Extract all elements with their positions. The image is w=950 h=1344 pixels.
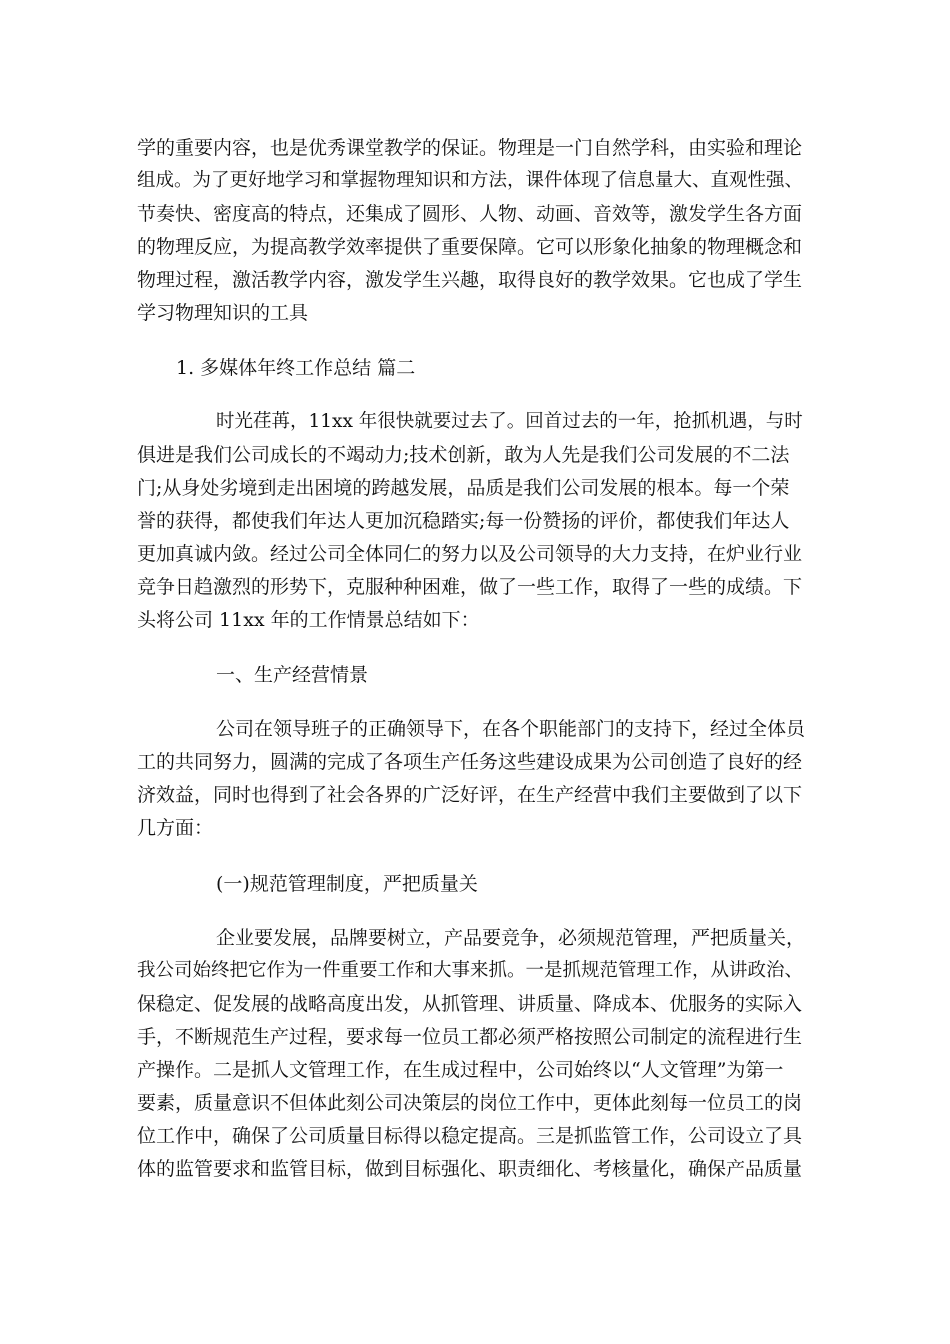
paragraph-line: 保稳定、促发展的战略高度出发，从抓管理、讲质量、降成本、优服务的实际入 xyxy=(137,993,803,1015)
paragraph-line: 竞争日趋激烈的形势下，克服种种困难，做了一些工作，取得了一些的成绩。下 xyxy=(137,576,803,598)
paragraph-line: 位工作中，确保了公司质量目标得以稳定提高。三是抓监管工作，公司设立了具 xyxy=(137,1125,803,1147)
paragraph-line: 体的监管要求和监管目标，做到目标强化、职责细化、考核量化，确保产品质量 xyxy=(137,1158,803,1180)
intro-line: 的物理反应，为提高教学效率提供了重要保障。它可以形象化抽象的物理概念和 xyxy=(137,236,803,258)
paragraph-line: 几方面： xyxy=(137,817,214,839)
paragraph-line: 要素，质量意识不但体此刻公司决策层的岗位工作中，更体此刻每一位员工的岗 xyxy=(137,1092,803,1114)
section-heading: 1. 多媒体年终工作总结 篇二 xyxy=(176,357,416,379)
intro-line: 学的重要内容，也是优秀课堂教学的保证。物理是一门自然学科，由实验和理论 xyxy=(137,137,803,159)
intro-line: 组成。为了更好地学习和掌握物理知识和方法，课件体现了信息量大、直观性强、 xyxy=(137,170,804,191)
paragraph-line: 更加真诚内敛。经过公司全体同仁的努力以及公司领导的大力支持，在炉业行业 xyxy=(137,543,803,565)
paragraph-line: 门;从身处劣境到走出困境的跨越发展，品质是我们公司发展的根本。每一个荣 xyxy=(137,477,790,499)
subheading-production: 一、生产经营情景 xyxy=(216,664,369,686)
paragraph-line: 我公司始终把它作为一件重要工作和大事来抓。一是抓规范管理工作，从讲政治、 xyxy=(137,960,804,981)
subheading-management: (一)规范管理制度，严把质量关 xyxy=(216,873,478,895)
intro-line: 学习物理知识的工具 xyxy=(137,302,309,324)
paragraph-line: 济效益，同时也得到了社会各界的广泛好评，在生产经营中我们主要做到了以下 xyxy=(137,784,803,806)
paragraph-line: 头将公司 11xx 年的工作情景总结如下： xyxy=(137,609,480,631)
paragraph-line: 手，不断规范生产过程，要求每一位员工都必须严格按照公司制定的流程进行生 xyxy=(137,1026,803,1048)
paragraph-line: 誉的获得，都使我们年达人更加沉稳踏实;每一份赞扬的评价，都使我们年达人 xyxy=(137,510,790,532)
paragraph-line: 工的共同努力，圆满的完成了各项生产任务这些建设成果为公司创造了良好的经 xyxy=(137,751,803,773)
paragraph-line: 公司在领导班子的正确领导下，在各个职能部门的支持下，经过全体员 xyxy=(216,718,806,740)
paragraph-line: 产操作。二是抓人文管理工作，在生成过程中，公司始终以“人文管理”为第一 xyxy=(137,1059,784,1081)
paragraph-line: 时光荏苒，11xx 年很快就要过去了。回首过去的一年，抢抓机遇，与时 xyxy=(216,411,803,432)
paragraph-line: 俱进是我们公司成长的不竭动力;技术创新，敢为人先是我们公司发展的不二法 xyxy=(137,444,790,466)
paragraph-line: 企业要发展，品牌要树立，产品要竞争，必须规范管理，严把质量关， xyxy=(216,927,806,949)
intro-line: 物理过程，激活教学内容，激发学生兴趣，取得良好的教学效果。它也成了学生 xyxy=(137,269,803,291)
intro-line: 节奏快、密度高的特点，还集成了圆形、人物、动画、音效等，激发学生各方面 xyxy=(137,203,803,225)
